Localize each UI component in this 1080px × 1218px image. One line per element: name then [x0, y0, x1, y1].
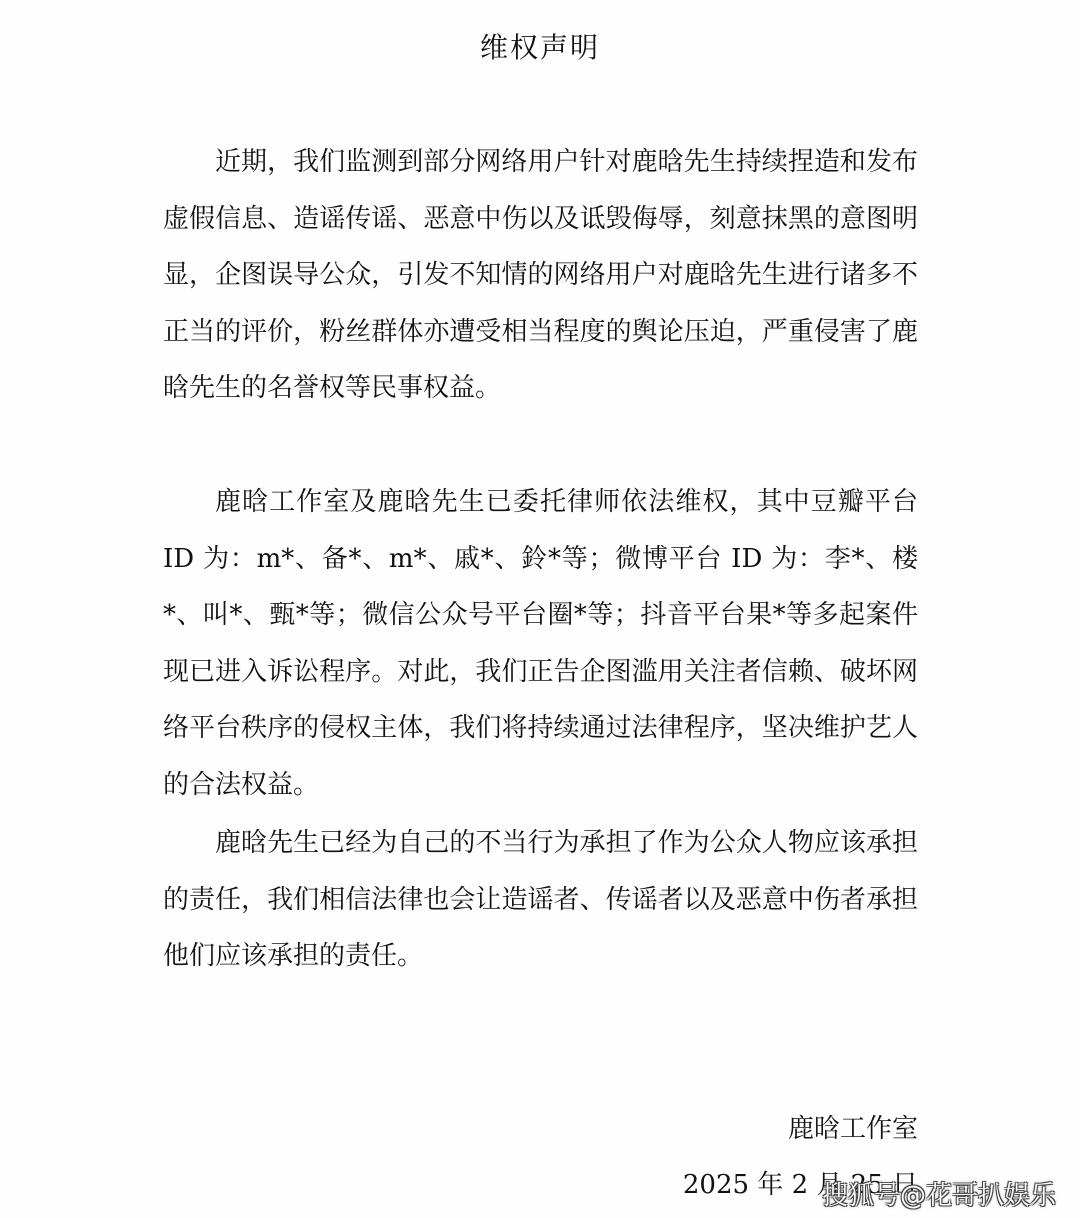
signature: 鹿晗工作室 — [787, 1114, 918, 1144]
paragraph-1: 近期，我们监测到部分网络用户针对鹿晗先生持续捏造和发布虚假信息、造谣传谣、恶意中伤以及诋毁侮辱，刻意抹黑的意图明显，企图误导公众，引发不知情的网络用户对鹿晗先生进行诸多不正当的评价，粉丝群体亦遭受相当程度的舆论压迫，严重侵害了鹿晗先生的名誉权等民事权益。 — [163, 147, 918, 403]
paragraph-2: 鹿晗工作室及鹿晗先生已委托律师依法维权，其中豆瓣平台 ID 为：m*、备*、m*、戚*、鈴*等；微博平台 ID 为：李*、楼*、叫*、甄*等；微信公众号平台圈*等；抖音平台果*等多起案件现已进入诉讼程序。对此，我们正告企图滥用关注者信赖、破坏网络平台秩序的侵权主体，我们将持续通过法律程序，坚决维护艺人的合法权益。 — [163, 487, 918, 800]
date: 2025 年 2 月 25 日 — [682, 1170, 918, 1200]
watermark: 搜狐号@花哥扒娱乐 — [821, 1181, 1056, 1211]
paragraph-3: 鹿晗先生已经为自己的不当行为承担了作为公众人物应该承担的责任，我们相信法律也会让造谣者、传谣者以及恶意中伤者承担他们应该承担的责任。 — [163, 828, 918, 971]
document-title: 维权声明 — [479, 31, 600, 64]
